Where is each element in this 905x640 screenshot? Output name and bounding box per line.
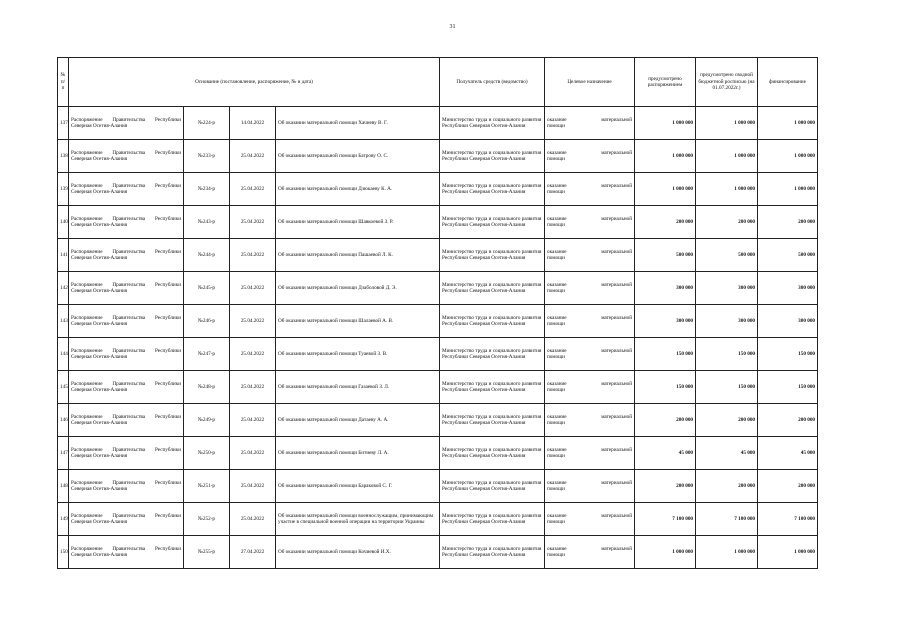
- header-basis: Основание (постановление, распоряжение, № и дата): [69, 58, 440, 107]
- table-row: [58, 140, 818, 173]
- purpose-word: помощи: [547, 519, 565, 525]
- purpose-word: материальной: [601, 380, 632, 387]
- purpose-word: помощи: [547, 156, 565, 162]
- purpose-word: материальной: [601, 314, 632, 321]
- issuer-cell: Распоряжение Правительства Республики Северная Осетия-Алания: [69, 503, 184, 536]
- subject-cell: Об оказании материальной помощи Шавкоевой З. Р.: [276, 206, 440, 239]
- header-num: № п/п: [58, 58, 69, 107]
- recipient-cell: Министерство труда и социального развития Республики Северная Осетия-Алания: [440, 536, 545, 569]
- recipient-cell: Министерство труда и социального развития Республики Северная Осетия-Алания: [440, 107, 545, 140]
- purpose-word: материальной: [601, 182, 632, 189]
- purpose-word: материальной: [601, 545, 632, 552]
- table-row: [58, 437, 818, 470]
- financed-cell: 150 000: [758, 338, 818, 371]
- date-cell: 25.04.2022: [230, 470, 276, 503]
- allocated-cell: 300 000: [635, 272, 696, 305]
- date-cell: 25.04.2022: [230, 338, 276, 371]
- budget-cell: 200 000: [696, 470, 758, 503]
- budget-cell: 45 000: [696, 437, 758, 470]
- purpose-word: оказание: [547, 545, 567, 552]
- date-cell: 25.04.2022: [230, 272, 276, 305]
- purpose-word: материальной: [601, 347, 632, 354]
- recipient-cell: Министерство труда и социального развития Республики Северная Осетия-Алания: [440, 206, 545, 239]
- row-number: 139: [58, 173, 69, 206]
- budget-cell: 500 000: [696, 239, 758, 272]
- purpose-word: материальной: [601, 479, 632, 486]
- row-number: 137: [58, 107, 69, 140]
- doc-number-cell: №243-р: [184, 206, 230, 239]
- purpose-word: оказание: [547, 446, 567, 453]
- subject-cell: Об оказании материальной помощи военнослужащим, принимающим участие в специальной военной операции на территории Украины: [276, 503, 440, 536]
- header-financed: финансирование: [758, 58, 818, 107]
- page-number: 31: [449, 24, 456, 30]
- financed-cell: 300 000: [758, 305, 818, 338]
- issuer-cell: Распоряжение Правительства Республики Северная Осетия-Алания: [69, 107, 184, 140]
- purpose-cell: [545, 239, 635, 272]
- table-row: [58, 173, 818, 206]
- purpose-cell: [545, 536, 635, 569]
- doc-number-cell: №252-р: [184, 503, 230, 536]
- allocated-cell: 45 000: [635, 437, 696, 470]
- purpose-word: оказание: [547, 248, 567, 255]
- table-row: [58, 338, 818, 371]
- doc-number-cell: №250-р: [184, 437, 230, 470]
- funding-table: [57, 57, 818, 569]
- budget-cell: 300 000: [696, 305, 758, 338]
- header-budget: предусмотрено сводной бюджетной росписью (на 01.07.2022г.): [696, 58, 758, 107]
- subject-cell: Об оказании материальной помощи Батрову О. С.: [276, 140, 440, 173]
- allocated-cell: 300 000: [635, 305, 696, 338]
- budget-cell: 1 000 000: [696, 536, 758, 569]
- table-body: [58, 107, 818, 569]
- subject-cell: Об оказании материальной помощи Битиеву Л. А.: [276, 437, 440, 470]
- allocated-cell: 1 000 000: [635, 107, 696, 140]
- purpose-word: помощи: [547, 387, 565, 393]
- doc-number-cell: №234-р: [184, 173, 230, 206]
- financed-cell: 500 000: [758, 239, 818, 272]
- recipient-cell: Министерство труда и социального развития Республики Северная Осетия-Алания: [440, 140, 545, 173]
- purpose-word: оказание: [547, 479, 567, 486]
- purpose-cell: [545, 173, 635, 206]
- purpose-cell: [545, 470, 635, 503]
- issuer-cell: Распоряжение Правительства Республики Северная Осетия-Алания: [69, 206, 184, 239]
- allocated-cell: 1 000 000: [635, 173, 696, 206]
- doc-number-cell: №248-р: [184, 371, 230, 404]
- recipient-cell: Министерство труда и социального развития Республики Северная Осетия-Алания: [440, 305, 545, 338]
- purpose-word: помощи: [547, 420, 565, 426]
- budget-cell: 1 000 000: [696, 173, 758, 206]
- issuer-cell: Распоряжение Правительства Республики Северная Осетия-Алания: [69, 536, 184, 569]
- doc-number-cell: №224-р: [184, 107, 230, 140]
- row-number: 146: [58, 404, 69, 437]
- purpose-cell: [545, 107, 635, 140]
- financed-cell: 200 000: [758, 206, 818, 239]
- purpose-word: помощи: [547, 321, 565, 327]
- financed-cell: 300 000: [758, 272, 818, 305]
- allocated-cell: 1 000 000: [635, 140, 696, 173]
- issuer-cell: Распоряжение Правительства Республики Северная Осетия-Алания: [69, 173, 184, 206]
- row-number: 149: [58, 503, 69, 536]
- purpose-word: материальной: [601, 446, 632, 453]
- allocated-cell: 200 000: [635, 206, 696, 239]
- subject-cell: Об оказании материальной помощи Шалаевой А. В.: [276, 305, 440, 338]
- subject-cell: Об оказании материальной помощи Дзаболовой Д. Э.: [276, 272, 440, 305]
- doc-number-cell: №247-р: [184, 338, 230, 371]
- doc-number-cell: №255-р: [184, 536, 230, 569]
- issuer-cell: Распоряжение Правительства Республики Северная Осетия-Алания: [69, 272, 184, 305]
- purpose-cell: [545, 404, 635, 437]
- date-cell: 25.04.2022: [230, 503, 276, 536]
- date-cell: 25.04.2022: [230, 206, 276, 239]
- row-number: 144: [58, 338, 69, 371]
- subject-cell: Об оказании материальной помощи Хачиеву В. Г.: [276, 107, 440, 140]
- allocated-cell: 200 000: [635, 470, 696, 503]
- purpose-cell: [545, 272, 635, 305]
- row-number: 141: [58, 239, 69, 272]
- allocated-cell: 200 000: [635, 404, 696, 437]
- doc-number-cell: №244-р: [184, 239, 230, 272]
- issuer-cell: Распоряжение Правительства Республики Северная Осетия-Алания: [69, 140, 184, 173]
- purpose-cell: [545, 305, 635, 338]
- allocated-cell: 7 100 000: [635, 503, 696, 536]
- table-row: [58, 107, 818, 140]
- row-number: 147: [58, 437, 69, 470]
- allocated-cell: 150 000: [635, 371, 696, 404]
- row-number: 142: [58, 272, 69, 305]
- purpose-word: материальной: [601, 116, 632, 123]
- purpose-cell: [545, 206, 635, 239]
- allocated-cell: 500 000: [635, 239, 696, 272]
- purpose-word: оказание: [547, 149, 567, 156]
- budget-cell: 1 000 000: [696, 140, 758, 173]
- date-cell: 25.04.2022: [230, 173, 276, 206]
- purpose-word: оказание: [547, 314, 567, 321]
- subject-cell: Об оказании материальной помощи Пашаевой Л. К.: [276, 239, 440, 272]
- recipient-cell: Министерство труда и социального развития Республики Северная Осетия-Алания: [440, 272, 545, 305]
- subject-cell: Об оказании материальной помощи Бараковой С. Г.: [276, 470, 440, 503]
- table-row: [58, 404, 818, 437]
- recipient-cell: Министерство труда и социального развития Республики Северная Осетия-Алания: [440, 239, 545, 272]
- date-cell: 25.04.2022: [230, 437, 276, 470]
- budget-cell: 200 000: [696, 404, 758, 437]
- date-cell: 25.04.2022: [230, 371, 276, 404]
- row-number: 150: [58, 536, 69, 569]
- table-row: [58, 470, 818, 503]
- doc-number-cell: №245-р: [184, 272, 230, 305]
- purpose-word: помощи: [547, 453, 565, 459]
- budget-cell: 150 000: [696, 338, 758, 371]
- issuer-cell: Распоряжение Правительства Республики Северная Осетия-Алания: [69, 239, 184, 272]
- budget-cell: 200 000: [696, 206, 758, 239]
- budget-cell: 7 100 000: [696, 503, 758, 536]
- allocated-cell: 1 000 000: [635, 536, 696, 569]
- purpose-word: оказание: [547, 347, 567, 354]
- recipient-cell: Министерство труда и социального развития Республики Северная Осетия-Алания: [440, 338, 545, 371]
- issuer-cell: Распоряжение Правительства Республики Северная Осетия-Алания: [69, 338, 184, 371]
- purpose-word: оказание: [547, 116, 567, 123]
- budget-cell: 300 000: [696, 272, 758, 305]
- subject-cell: Об оказании материальной помощи Газаевой З. Л.: [276, 371, 440, 404]
- purpose-cell: [545, 437, 635, 470]
- table-row: [58, 305, 818, 338]
- purpose-word: оказание: [547, 413, 567, 420]
- date-cell: 27.04.2022: [230, 536, 276, 569]
- header-allocated: предусмотрено распоряжением: [635, 58, 696, 107]
- recipient-cell: Министерство труда и социального развития Республики Северная Осетия-Алания: [440, 437, 545, 470]
- doc-number-cell: №233-р: [184, 140, 230, 173]
- budget-cell: 150 000: [696, 371, 758, 404]
- purpose-word: материальной: [601, 281, 632, 288]
- table-row: [58, 206, 818, 239]
- purpose-cell: [545, 338, 635, 371]
- doc-number-cell: №251-р: [184, 470, 230, 503]
- purpose-word: помощи: [547, 288, 565, 294]
- date-cell: 25.04.2022: [230, 239, 276, 272]
- date-cell: 25.04.2022: [230, 404, 276, 437]
- financed-cell: 150 000: [758, 371, 818, 404]
- recipient-cell: Министерство труда и социального развития Республики Северная Осетия-Алания: [440, 173, 545, 206]
- purpose-word: помощи: [547, 123, 565, 129]
- purpose-word: оказание: [547, 215, 567, 222]
- recipient-cell: Министерство труда и социального развития Республики Северная Осетия-Алания: [440, 470, 545, 503]
- financed-cell: 200 000: [758, 470, 818, 503]
- doc-number-cell: №249-р: [184, 404, 230, 437]
- purpose-word: помощи: [547, 552, 565, 558]
- financed-cell: 45 000: [758, 437, 818, 470]
- purpose-word: помощи: [547, 486, 565, 492]
- purpose-word: помощи: [547, 255, 565, 261]
- row-number: 145: [58, 371, 69, 404]
- issuer-cell: Распоряжение Правительства Республики Северная Осетия-Алания: [69, 470, 184, 503]
- purpose-word: оказание: [547, 512, 567, 519]
- table-row: [58, 272, 818, 305]
- financed-cell: 1 000 000: [758, 536, 818, 569]
- row-number: 148: [58, 470, 69, 503]
- header-row: [58, 58, 818, 107]
- issuer-cell: Распоряжение Правительства Республики Северная Осетия-Алания: [69, 437, 184, 470]
- purpose-word: материальной: [601, 248, 632, 255]
- table-row: [58, 239, 818, 272]
- subject-cell: Об оказании материальной помощи Кочиевой И.Х.: [276, 536, 440, 569]
- financed-cell: 200 000: [758, 404, 818, 437]
- purpose-word: материальной: [601, 215, 632, 222]
- budget-cell: 1 000 000: [696, 107, 758, 140]
- financed-cell: 7 100 000: [758, 503, 818, 536]
- date-cell: 25.04.2022: [230, 305, 276, 338]
- purpose-word: материальной: [601, 149, 632, 156]
- financed-cell: 1 000 000: [758, 140, 818, 173]
- purpose-word: помощи: [547, 222, 565, 228]
- recipient-cell: Министерство труда и социального развития Республики Северная Осетия-Алания: [440, 371, 545, 404]
- issuer-cell: Распоряжение Правительства Республики Северная Осетия-Алания: [69, 404, 184, 437]
- purpose-word: помощи: [547, 354, 565, 360]
- purpose-word: материальной: [601, 413, 632, 420]
- table-row: [58, 371, 818, 404]
- purpose-word: помощи: [547, 189, 565, 195]
- recipient-cell: Министерство труда и социального развития Республики Северная Осетия-Алания: [440, 404, 545, 437]
- purpose-word: оказание: [547, 182, 567, 189]
- subject-cell: Об оказании материальной помощи Дзюкаеву К. А.: [276, 173, 440, 206]
- issuer-cell: Распоряжение Правительства Республики Северная Осетия-Алания: [69, 371, 184, 404]
- subject-cell: Об оказании материальной помощи Туаевой З. В.: [276, 338, 440, 371]
- purpose-cell: [545, 503, 635, 536]
- header-recipient: Получатель средств (ведомство): [440, 58, 545, 107]
- row-number: 140: [58, 206, 69, 239]
- purpose-word: материальной: [601, 512, 632, 519]
- purpose-word: оказание: [547, 380, 567, 387]
- purpose-cell: [545, 371, 635, 404]
- table-row: [58, 536, 818, 569]
- doc-number-cell: №246-р: [184, 305, 230, 338]
- purpose-word: оказание: [547, 281, 567, 288]
- subject-cell: Об оказании материальной помощи Датаеву А. А.: [276, 404, 440, 437]
- header-purpose: Целевое назначение: [545, 58, 635, 107]
- row-number: 143: [58, 305, 69, 338]
- financed-cell: 1 000 000: [758, 107, 818, 140]
- date-cell: 14.04.2022: [230, 107, 276, 140]
- allocated-cell: 150 000: [635, 338, 696, 371]
- recipient-cell: Министерство труда и социального развития Республики Северная Осетия-Алания: [440, 503, 545, 536]
- row-number: 138: [58, 140, 69, 173]
- issuer-cell: Распоряжение Правительства Республики Северная Осетия-Алания: [69, 305, 184, 338]
- date-cell: 25.04.2022: [230, 140, 276, 173]
- table-row: [58, 503, 818, 536]
- purpose-cell: [545, 140, 635, 173]
- financed-cell: 1 000 000: [758, 173, 818, 206]
